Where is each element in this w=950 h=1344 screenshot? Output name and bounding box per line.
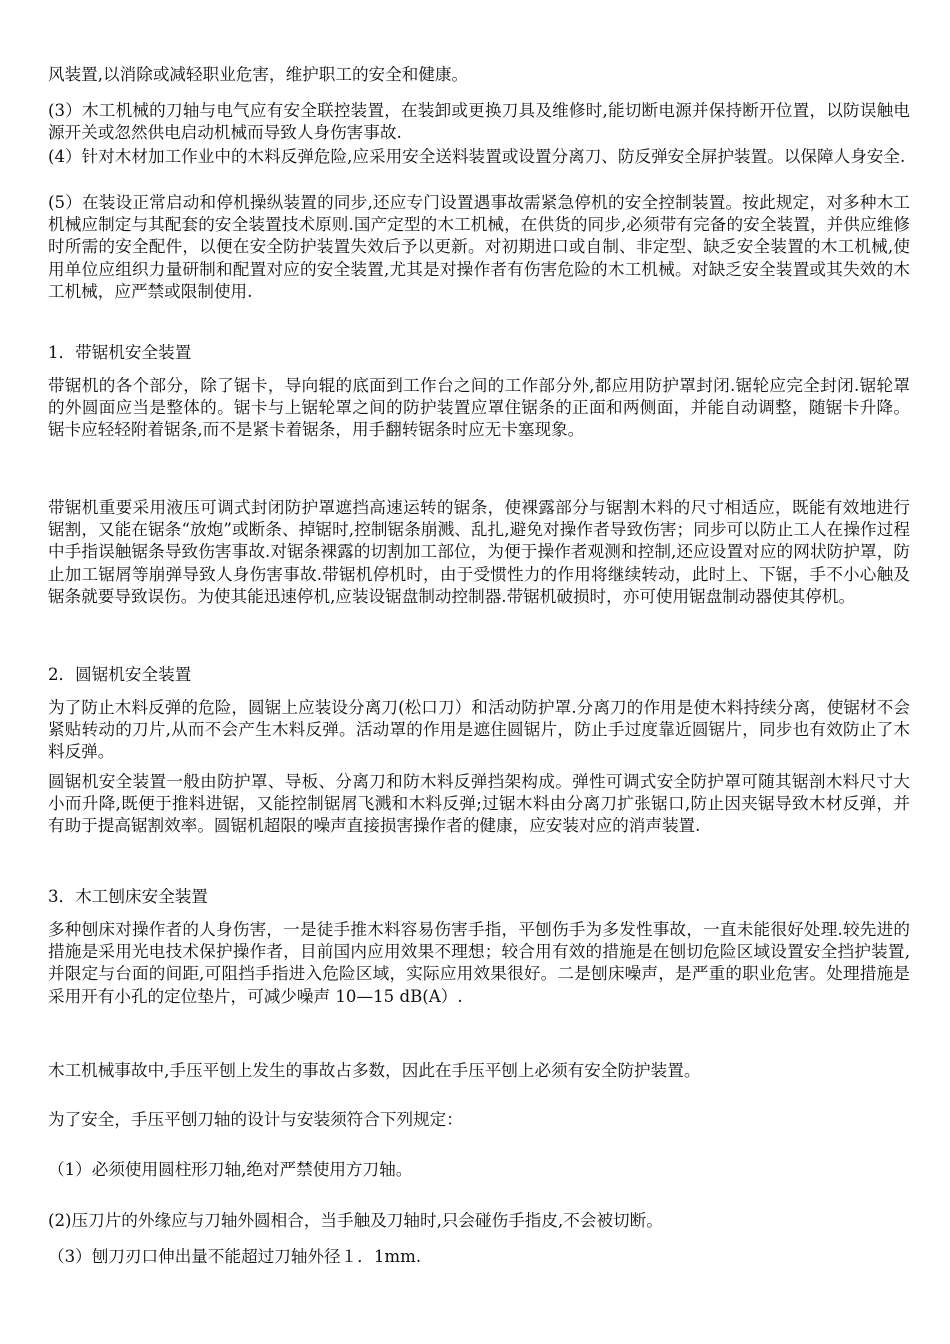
paragraph-bandsaw-1: 带锯机的各个部分，除了锯卡，导向辊的底面到工作台之间的工作部分外,都应用防护罩封闭.锯轮应完全封闭.锯轮罩的外圆面应当是整体的。锯卡与上锯轮罩之间的防护装置应罩住锯条的正面和两侧面，并能自动调整，随锯卡升降。锯卡应轻轻附着锯条,而不是紧卡着锯条，用手翻转锯条时应无卡塞现象。 — [48, 376, 910, 440]
paragraph-planer-2: 木工机械事故中,手压平刨上发生的事故占多数，因此在手压平刨上必须有安全防护装置。 — [48, 1061, 701, 1080]
paragraph-planer-1: 多种刨床对操作者的人身伤害，一是徒手推木料容易伤害手指，平刨伤手为多发性事故，一直未能很好处理.较先进的措施是采用光电技术保护操作者，目前国内应用效果不理想；较合用有效的措施是在刨切危险区域设置安全挡护装置,并限定与台面的间距,可阻挡手指进入危险区域，实际应用效果很好。二是刨床噪声，是严重的职业危害。处理措施是采用开有小孔的定位垫片，可减少噪声 10—15 dB(A）. — [48, 920, 910, 1006]
paragraph-item-5: (5）在装设正常启动和停机操纵装置的同步,还应专门设置遇事故需紧急停机的安全控制装置。按此规定，对多种木工机械应制定与其配套的安全装置技术原则.国产定型的木工机械，在供货的同步,必须带有完备的安全装置，并供应维修时所需的安全配件，以便在安全防护装置失效后予以更新。对初期进口或自制、非定型、缺乏安全装置的木工机械,使用单位应组织力量研制和配置对应的安全装置,尤其是对操作者有伤害危险的木工机械。对缺乏安全装置或其失效的木工机械，应严禁或限制使用. — [48, 193, 910, 301]
paragraph-bandsaw-2: 带锯机重要采用液压可调式封闭防护罩遮挡高速运转的锯条，使裸露部分与锯割木料的尺寸相适应，既能有效地进行锯割，又能在锯条“放炮”或断条、掉锯时,控制锯条崩溅、乱扎,避免对操作者导致伤害；同步可以防止工人在操作过程中手指误触锯条导致伤害事故.对锯条裸露的切割加工部位，为便于操作者观测和控制,还应设置对应的网状防护罩，防止加工锯屑等崩弹导致人身伤害事故.带锯机停机时，由于受惯性力的作用将继续转动，此时上、下锯，手不小心触及锯条就要导致误伤。为使其能迅速停机,应装设锯盘制动控制器.带锯机破损时，亦可使用锯盘制动器使其停机。 — [48, 498, 910, 606]
paragraph-item-4: (4）针对木材加工作业中的木料反弹危险,应采用安全送料装置或设置分离刀、防反弹安全屏护装置。以保障人身安全. — [48, 147, 906, 166]
paragraph-intro-tail: 风装置,以消除或减轻职业危害，维护职工的安全和健康。 — [48, 65, 469, 84]
paragraph-rule-1: （1）必须使用圆柱形刀轴,绝对严禁使用方刀轴。 — [48, 1160, 413, 1179]
section-heading-bandsaw: 1．带锯机安全装置 — [48, 343, 192, 362]
paragraph-item-3: (3）木工机械的刀轴与电气应有安全联控装置，在装卸或更换刀具及维修时,能切断电源并保持断开位置，以防误触电源开关或忽然供电启动机械而导致人身伤害事故. — [48, 101, 910, 143]
paragraph-circular-saw-1: 为了防止木料反弹的危险，圆锯上应装设分离刀(松口刀）和活动防护罩.分离刀的作用是使木料持续分离，使锯材不会紧贴转动的刀片,从而不会产生木料反弹。活动罩的作用是遮住圆锯片，防止手过度靠近圆锯片，同步也有效防止了木料反弹。 — [48, 698, 910, 762]
paragraph-rule-2: (2)压刀片的外缘应与刀轴外圆相合，当手触及刀轴时,只会碰伤手指皮,不会被切断。 — [48, 1211, 663, 1230]
paragraph-rule-3: （3）刨刀刃口伸出量不能超过刀轴外径１．1mm. — [48, 1247, 422, 1266]
paragraph-planer-3: 为了安全，手压平刨刀轴的设计与安装须符合下列规定： — [48, 1110, 463, 1129]
section-heading-circular-saw: 2．圆锯机安全装置 — [48, 665, 192, 684]
section-heading-planer: 3．木工刨床安全装置 — [48, 887, 208, 906]
paragraph-circular-saw-2: 圆锯机安全装置一般由防护罩、导板、分离刀和防木料反弹挡架构成。弹性可调式安全防护罩可随其锯剖木料尺寸大小而升降,既便于推料进锯，又能控制锯屑飞溅和木料反弹;过锯木料由分离刀扩张锯口,防止因夹锯导致木材反弹，并有助于提高锯割效率。圆锯机超限的噪声直接损害操作者的健康，应安装对应的消声装置. — [48, 772, 910, 836]
